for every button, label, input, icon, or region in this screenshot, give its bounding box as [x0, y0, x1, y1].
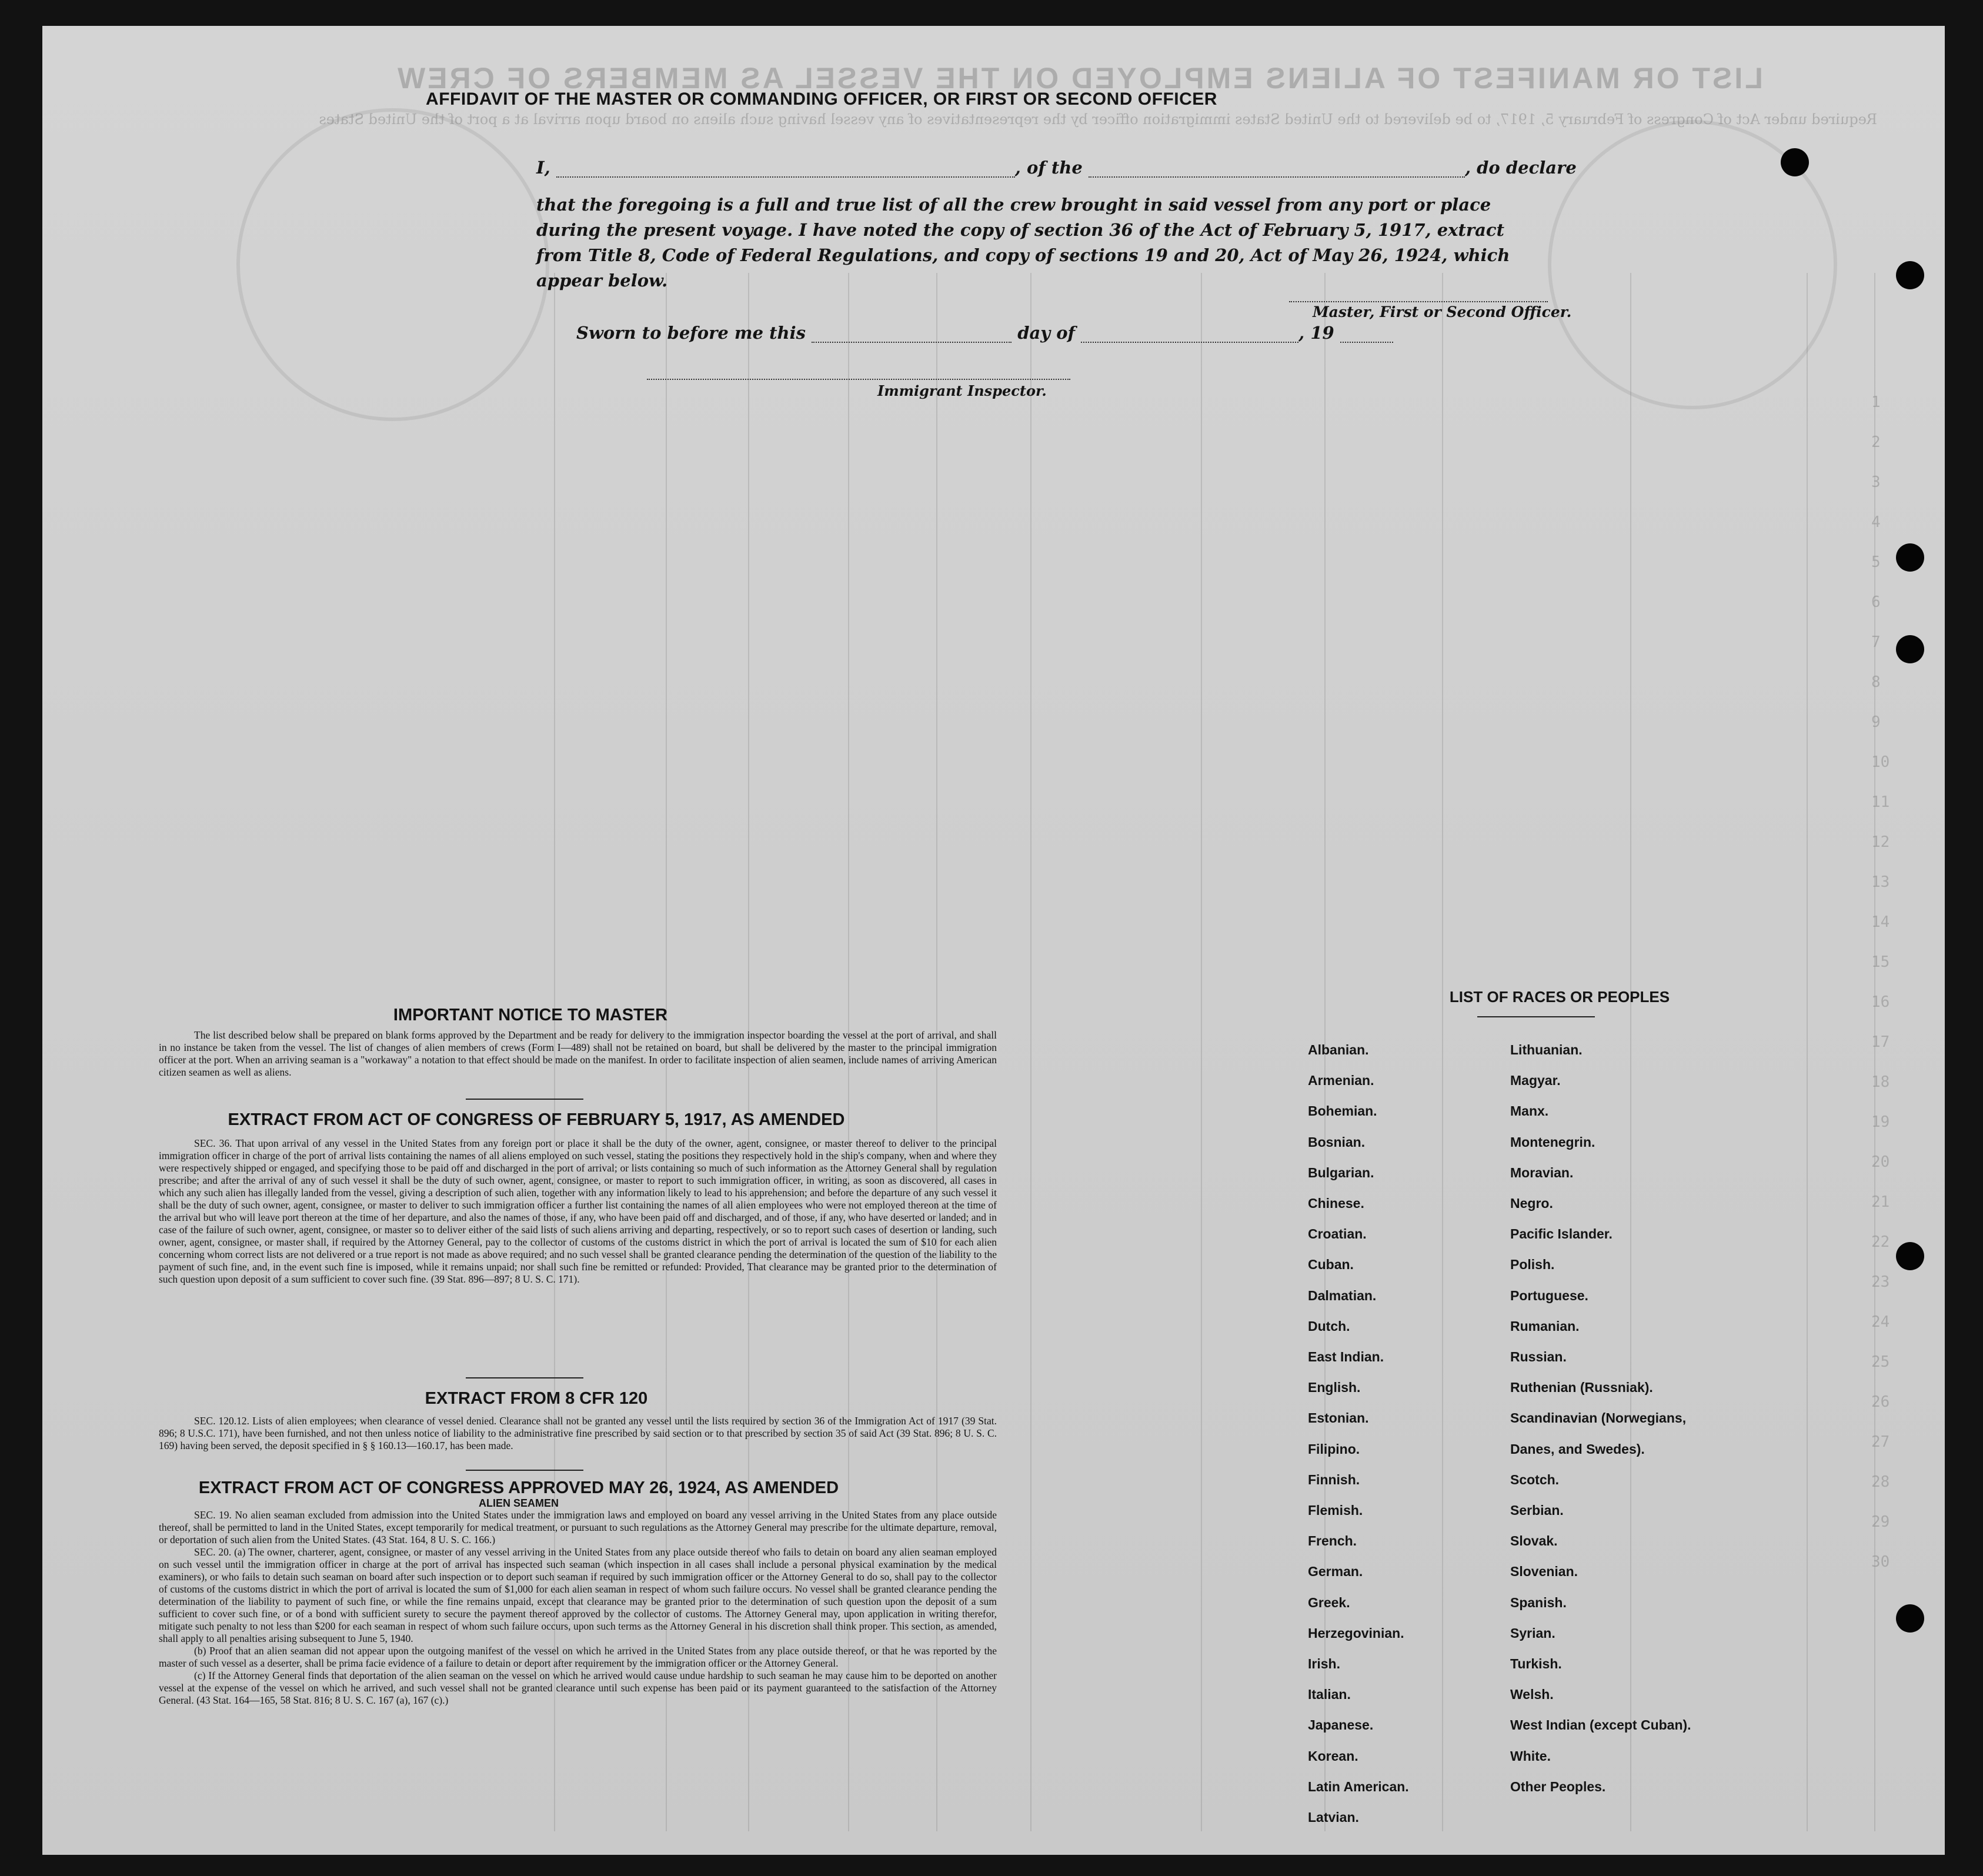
punch-hole: [1896, 635, 1924, 663]
column-rule: [1442, 273, 1443, 1831]
race-item: Pacific Islander.: [1510, 1226, 1613, 1242]
section-19-paragraph: SEC. 19. No alien seaman excluded from admission into the United States under the immigration laws and employed on board any vessel arriving in the United States from any place outside thereof, shall be permitted to land in the United States, except temporarily for medical treatment, or pursuant to such regulations as the Attorney General may prescribe for the ultimate departure, removal, or deportation of such alien from the United States. (43 Stat. 164, 8 U. S. C. 166.): [159, 1509, 997, 1545]
race-item: Bulgarian.: [1308, 1164, 1374, 1180]
year-prefix-label: , 19: [1298, 323, 1334, 343]
bleed-through-row-number: 8: [1871, 673, 1881, 691]
race-item: Serbian.: [1510, 1503, 1564, 1518]
race-item: Syrian.: [1510, 1625, 1555, 1641]
race-item: Magyar.: [1510, 1073, 1561, 1089]
bleed-through-row-number: 2: [1871, 433, 1881, 451]
affidavit-title: AFFIDAVIT OF THE MASTER OR COMMANDING OFFICER, OR FIRST OR SECOND OFFICER: [426, 89, 1217, 109]
race-item: Danes, and Swedes).: [1510, 1441, 1645, 1457]
day-of-label: day of: [1017, 323, 1076, 343]
race-item: Croatian.: [1308, 1226, 1367, 1242]
race-item: White.: [1510, 1748, 1551, 1764]
race-item: Estonian.: [1308, 1410, 1369, 1426]
extract-1924-text: [159, 1509, 997, 1707]
race-item: Polish.: [1510, 1257, 1555, 1273]
races-title: LIST OF RACES OR PEOPLES: [1449, 988, 1670, 1006]
race-item: Dalmatian.: [1308, 1287, 1377, 1303]
of-the-label: , of the: [1014, 158, 1083, 178]
bleed-through-row-number: 5: [1871, 553, 1881, 571]
bleed-through-row-number: 17: [1871, 1033, 1890, 1051]
sworn-month-field[interactable]: [1081, 326, 1298, 343]
race-item: Irish.: [1308, 1656, 1340, 1671]
race-item: Portuguese.: [1510, 1287, 1588, 1303]
race-item: Bosnian.: [1308, 1134, 1366, 1150]
race-item: Negro.: [1510, 1196, 1553, 1211]
divider: [1477, 1016, 1595, 1017]
divider: [466, 1470, 583, 1471]
bleed-through-row-number: 24: [1871, 1313, 1890, 1331]
column-rule: [1630, 273, 1631, 1831]
bleed-through-row-number: 30: [1871, 1553, 1890, 1571]
declaration-line: [536, 158, 1577, 178]
race-item: Bohemian.: [1308, 1103, 1377, 1119]
extract-cfr-title: EXTRACT FROM 8 CFR 120: [425, 1389, 648, 1408]
bleed-through-row-number: 16: [1871, 993, 1890, 1011]
bleed-through-row-number: 1: [1871, 393, 1881, 411]
bleed-through-row-number: 3: [1871, 473, 1881, 491]
extract-1917-text: SEC. 36. That upon arrival of any vessel in the United States from any foreign port or place it shall be the duty of the owner, agent, consignee, or master thereof to deliver to the principal immigration officer in charge of the port of arrival lists containing the names of all aliens employed on such vessel, stating the positions they respectively hold in the ship's company, when and where they were respectively shipped or engaged, and specifying those to be paid off and discharged in the port of arrival; or lists containing so much of such information as the Attorney General shall by regulation prescribe; and after the arrival of any of such vessel it shall be the duty of such owner, agent, consignee, or master to report to such immigration officer, in writing, as soon as discovered, all cases in which any such alien has illegally landed from the vessel, giving a description of such alien, together with any information likely to lead to his apprehension; and before the departure of any such vessel it shall be the duty of such owner, agent, consignee, or master to deliver to such immigration officer a further list containing the names of all alien employees who were not employed thereon at the time of the arrival but who will leave port thereon at the time of her departure, and also the names of those, if any, who have been paid off and discharged, and of those, if any, who have deserted or landed; and in case of the failure of such owner, agent, consignee, or master so to deliver either of the said lists of such aliens arriving and departing, respectively, or so to report such cases of desertion or landing, such owner, agent, consignee, or master shall, if required by the Attorney General, pay to the collector of customs of the customs district in which the port of arrival is located the sum of $10 for each alien concerning whom correct lists are not delivered or a true report is not made as above required; and no such vessel shall be granted clearance pending the determination of the question of the liability to the payment of such fine, and, in the event such fine is imposed, while it remains unpaid; nor shall such fine be remitted or refunded: Provided, That clearance may be granted prior to the determination of such question upon deposit of a sum sufficient to cover such fine. (39 Stat. 896—897; 8 U. S. C. 171).: [159, 1137, 997, 1285]
faint-stamp: [236, 108, 549, 421]
race-item: Latvian.: [1308, 1810, 1359, 1825]
bleed-through-row-number: 28: [1871, 1473, 1890, 1491]
extract-1924-subtitle: ALIEN SEAMEN: [478, 1497, 559, 1509]
race-item: Chinese.: [1308, 1196, 1364, 1211]
race-item: English.: [1308, 1380, 1361, 1396]
bleed-through-row-number: 4: [1871, 513, 1881, 531]
race-item: German.: [1308, 1564, 1363, 1580]
do-declare-label: , do declare: [1464, 158, 1577, 178]
race-item: Korean.: [1308, 1748, 1358, 1764]
bleed-through-row-number: 6: [1871, 593, 1881, 611]
bleed-through-row-number: 23: [1871, 1273, 1890, 1291]
punch-hole: [1896, 543, 1924, 572]
race-item: Slovak.: [1510, 1533, 1558, 1549]
race-item: Flemish.: [1308, 1503, 1363, 1518]
bleed-through-row-number: 22: [1871, 1233, 1890, 1251]
race-item: Other Peoples.: [1510, 1778, 1606, 1794]
vessel-name-field[interactable]: [1089, 161, 1465, 178]
race-item: Armenian.: [1308, 1073, 1374, 1089]
bleed-through-row-number: 18: [1871, 1073, 1890, 1091]
column-rule: [1030, 273, 1031, 1831]
affidavit-body: that the foregoing is a full and true list of all the crew brought in said vessel from any port or place during the present voyage. I have noted the copy of section 36 of the Act of February 5, 1917, extract from Title 8, Code of Federal Regulations, and copy of sections 19 and 20, Act of May 26, 1924, which appear below.: [536, 195, 1510, 291]
master-signature-field[interactable]: [1289, 301, 1548, 302]
bleed-through-row-number: 7: [1871, 633, 1881, 651]
column-rule: [1201, 273, 1202, 1831]
bleed-through-row-number: 9: [1871, 713, 1881, 731]
bleed-through-row-number: 25: [1871, 1353, 1890, 1371]
extract-1924-title: EXTRACT FROM ACT OF CONGRESS APPROVED MAY 26, 1924, AS AMENDED: [198, 1478, 839, 1497]
race-item: Moravian.: [1510, 1164, 1574, 1180]
officer-name-field[interactable]: [556, 161, 1015, 178]
bleed-through-row-number: 20: [1871, 1153, 1890, 1171]
race-item: Manx.: [1510, 1103, 1549, 1119]
race-item: Lithuanian.: [1510, 1042, 1583, 1057]
race-item: Montenegrin.: [1510, 1134, 1595, 1150]
punch-hole: [1896, 261, 1924, 289]
punch-hole: [1896, 1242, 1924, 1270]
race-item: Russian.: [1510, 1349, 1567, 1364]
bleed-through-row-number: 15: [1871, 953, 1890, 971]
sworn-label: Sworn to before me this: [576, 323, 806, 343]
i-label: I,: [536, 158, 550, 178]
race-item: Herzegovinian.: [1308, 1625, 1404, 1641]
inspector-label: Immigrant Inspector.: [877, 382, 1047, 399]
section-20a-paragraph: SEC. 20. (a) The owner, charterer, agent, consignee, or master of any vessel arriving in the United States from any place outside thereof who fails to detain on board any alien seaman employed on such vessel until the immigration officer in charge at the port of arrival has inspected such seaman (which inspection in all cases shall include a personal physical examination by the medical examiners), or who fails to detain such seaman on board after such inspection or to deport such seaman if required by such immigration officer or the Attorney General to do so, shall pay to the collector of customs of the customs district in which the port of arrival is located the sum of $1,000 for each alien seaman in respect of whom such failure occurs. No vessel shall be granted clearance pending the determination of the liability to payment of such fine, or while the fine remains unpaid, except that clearance may be granted prior to the determination of such question upon the deposit of a sum sufficient to cover such fine, or of a bond with sufficient surety to secure the payment thereof approved by the collector of customs. The Attorney General may, upon application in writing therefor, mitigate such penalty to not less than $200 for each seaman in respect of whom such failure occurs, upon such terms as the Attorney General in his discretion shall think proper. This section, as amended, shall apply to all penalties arising subsequent to June 5, 1940.: [159, 1546, 997, 1644]
race-item: Finnish.: [1308, 1471, 1360, 1487]
race-item: Welsh.: [1510, 1687, 1554, 1703]
notice-title: IMPORTANT NOTICE TO MASTER: [393, 1006, 668, 1024]
race-item: Spanish.: [1510, 1594, 1567, 1610]
punch-hole: [1781, 148, 1809, 176]
race-item: French.: [1308, 1533, 1357, 1549]
punch-hole: [1896, 1604, 1924, 1633]
race-item: Latin American.: [1308, 1778, 1409, 1794]
race-item: Slovenian.: [1510, 1564, 1578, 1580]
document-sheet: [42, 26, 1945, 1855]
sworn-year-field[interactable]: [1340, 326, 1393, 343]
divider: [466, 1099, 583, 1100]
bleed-through-row-number: 14: [1871, 913, 1890, 931]
sworn-line: [576, 323, 1393, 343]
notice-text: The list described below shall be prepared on blank forms approved by the Department and be ready for delivery to the immigration inspector boarding the vessel at the port of arrival, and shall in no instance be taken from the vessel. The list of changes of alien members of crews (Form I—489) shall not be retained on board, but shall be delivered by the master to the principal immigration officer at the port. When an arriving seaman is a "workaway" a notation to that effect should be made on the manifest. In order to facilitate inspection of alien seamen, include names of arriving American citizen seamen as well as aliens.: [159, 1029, 997, 1078]
extract-cfr-text: SEC. 120.12. Lists of alien employees; when clearance of vessel denied. Clearance shall not be granted any vessel until the lists required by section 36 of the Immigration Act of 1917 (39 Stat. 896; 8 U.S.C. 171), have been furnished, and not then unless notice of liability to the administrative fine prescribed by said section or to that prescribed by section 35 of said Act (39 Stat. 896; 8 U. S. C. 169) having been served, the deposit specified in § § 160.13—160.17, has been made.: [159, 1415, 997, 1451]
race-item: Dutch.: [1308, 1318, 1350, 1334]
sworn-day-field[interactable]: [812, 326, 1011, 343]
bleed-through-row-number: 10: [1871, 753, 1890, 771]
race-item: Albanian.: [1308, 1042, 1369, 1057]
race-item: Scotch.: [1510, 1471, 1560, 1487]
bleed-through-row-number: 19: [1871, 1113, 1890, 1131]
race-item: Italian.: [1308, 1687, 1351, 1703]
bleed-through-row-number: 13: [1871, 873, 1890, 891]
race-item: Japanese.: [1308, 1717, 1374, 1733]
section-20c-paragraph: (c) If the Attorney General finds that deportation of the alien seaman on the vessel on which he arrived would cause undue hardship to such seaman he may cause him to be deported on another vessel at the expense of the vessel on which he arrived, and such vessel shall not be granted clearance until such expense has been paid or its payment guaranteed to the satisfaction of the Attorney General. (43 Stat. 164—165, 58 Stat. 816; 8 U. S. C. 167 (a), 167 (c).): [159, 1670, 997, 1706]
race-item: Scandinavian (Norwegians,: [1510, 1410, 1687, 1426]
column-rule: [1807, 273, 1808, 1831]
race-item: East Indian.: [1308, 1349, 1384, 1364]
divider: [466, 1377, 583, 1378]
bleed-through-required: Required under Act of Congress of February 5, 1917, to be delivered to the United States immigration officer by the representatives of any vessel having such aliens on board upon arrival at a port of the United States: [319, 111, 1877, 128]
race-item: Ruthenian (Russniak).: [1510, 1380, 1653, 1396]
race-item: Turkish.: [1510, 1656, 1562, 1671]
inspector-signature-field[interactable]: [647, 379, 1070, 380]
section-20b-paragraph: (b) Proof that an alien seaman did not appear upon the outgoing manifest of the vessel on which he arrived in the United States from any place outside thereof, or that he was reported by the master of such vessel as a deserter, shall be prima facie evidence of a failure to detain or deport after requirement by the immigration officer or the Attorney General.: [159, 1645, 997, 1669]
race-item: West Indian (except Cuban).: [1510, 1717, 1691, 1733]
column-rule: [1874, 273, 1875, 1831]
extract-1917-title: EXTRACT FROM ACT OF CONGRESS OF FEBRUARY 5, 1917, AS AMENDED: [228, 1110, 845, 1129]
bleed-through-row-number: 21: [1871, 1193, 1890, 1211]
bleed-through-row-number: 27: [1871, 1433, 1890, 1451]
bleed-through-title: LIST OR MANIFEST OF ALIENS EMPLOYED ON THE VESSEL AS MEMBERS OF CREW: [395, 62, 1763, 95]
bleed-through-row-number: 11: [1871, 793, 1890, 811]
race-item: Rumanian.: [1510, 1318, 1580, 1334]
race-item: Filipino.: [1308, 1441, 1360, 1457]
bleed-through-row-number: 26: [1871, 1393, 1890, 1411]
master-label: Master, First or Second Officer.: [1313, 303, 1572, 321]
race-item: Cuban.: [1308, 1257, 1354, 1273]
bleed-through-row-number: 12: [1871, 833, 1890, 851]
race-item: Greek.: [1308, 1594, 1350, 1610]
bleed-through-row-number: 29: [1871, 1513, 1890, 1531]
